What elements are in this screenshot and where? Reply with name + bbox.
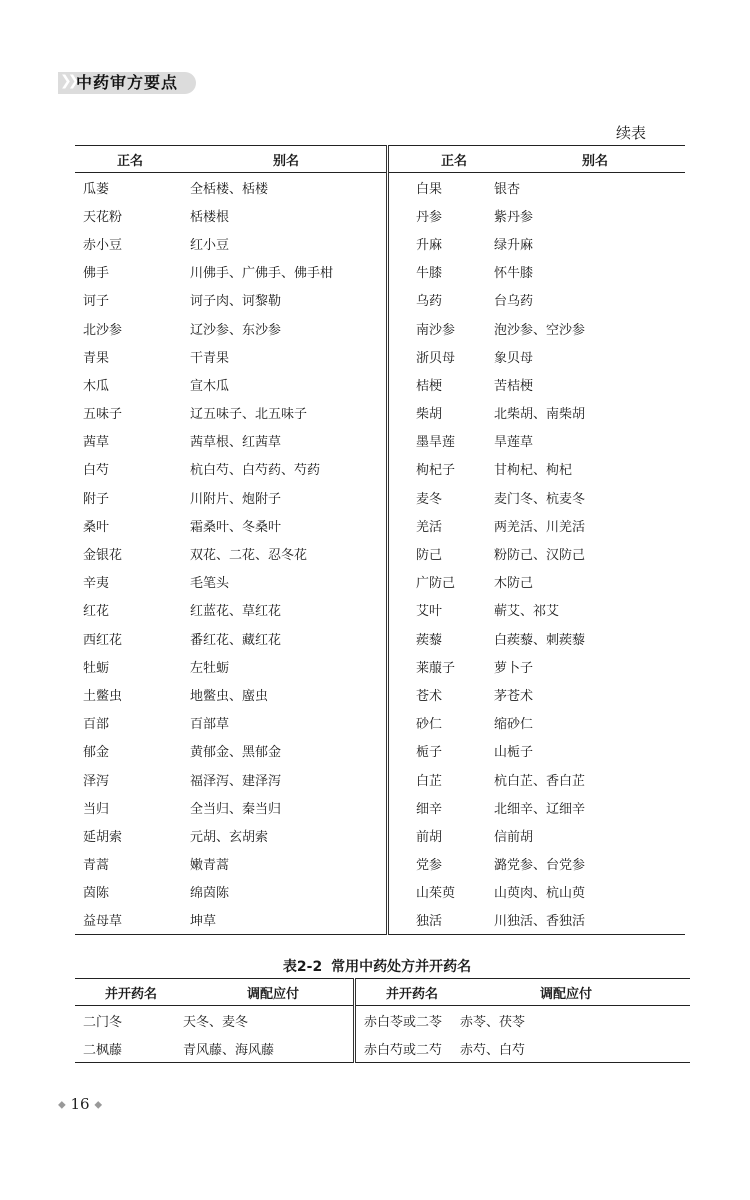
alias-cell: 川独活、香独活 [494, 914, 586, 930]
table-row [75, 314, 685, 342]
caption-number: 表2-2 [282, 959, 323, 975]
table-row [75, 850, 685, 878]
table-row [75, 821, 685, 849]
name-cell: 枸杞子 [388, 455, 495, 483]
herb-alias-table [75, 145, 685, 935]
alias-cell: 赤苓、茯苓 [460, 1014, 526, 1030]
alias-cell: 元胡、玄胡索 [190, 829, 269, 845]
alias-cell: 萝卜子 [494, 660, 534, 676]
column-header: 并开药名 [355, 979, 461, 1006]
alias-cell: 泡沙参、空沙参 [494, 322, 586, 338]
page-number-text: 16 [70, 1095, 90, 1113]
table-row [75, 737, 685, 765]
table-row [75, 906, 685, 935]
alias-cell: 麦门冬、杭麦冬 [494, 491, 586, 507]
table-row [75, 1006, 690, 1035]
alias-cell: 诃子肉、诃黎勒 [190, 294, 282, 310]
table-caption [0, 956, 750, 976]
name-cell: 白芷 [388, 765, 495, 793]
dot-icon: ◆ [94, 1099, 103, 1111]
alias-cell: 番红花、藏红花 [190, 632, 282, 648]
table-row [75, 1034, 690, 1063]
table-row [75, 201, 685, 229]
column-header: 别名 [494, 146, 685, 173]
alias-cell: 象贝母 [494, 350, 534, 366]
name-cell: 佛手 [83, 266, 110, 282]
combined-prescription-table [75, 978, 690, 1063]
page-number [58, 1095, 102, 1113]
name-cell: 前胡 [388, 821, 495, 849]
name-cell: 防己 [388, 539, 495, 567]
alias-cell: 潞党参、台党参 [494, 858, 586, 874]
name-cell: 升麻 [388, 229, 495, 257]
table-body [75, 1006, 690, 1063]
name-cell: 益母草 [83, 914, 123, 930]
name-cell: 瓜蒌 [83, 181, 110, 197]
alias-cell: 左牡蛎 [190, 660, 230, 676]
alias-cell: 双花、二花、忍冬花 [190, 548, 308, 564]
table-row [75, 624, 685, 652]
alias-cell: 甘枸杞、枸杞 [494, 463, 573, 479]
alias-cell: 北柴胡、南柴胡 [494, 407, 586, 423]
name-cell: 茵陈 [83, 886, 110, 902]
alias-cell: 粉防己、汉防己 [494, 548, 586, 564]
column-header: 调配应付 [183, 979, 355, 1006]
table-row [75, 793, 685, 821]
name-cell: 栀子 [388, 737, 495, 765]
section-header-tab [58, 72, 196, 94]
alias-cell: 紫丹参 [494, 209, 534, 225]
name-cell: 细辛 [388, 793, 495, 821]
name-cell: 苍术 [388, 680, 495, 708]
table-row [75, 399, 685, 427]
alias-cell: 苦桔梗 [494, 378, 534, 394]
table-row [75, 511, 685, 539]
table-row [75, 878, 685, 906]
table-row [75, 173, 685, 202]
table-row [75, 286, 685, 314]
name-cell: 天花粉 [83, 209, 123, 225]
name-cell: 诃子 [83, 294, 110, 310]
table-row [75, 370, 685, 398]
table-row [75, 539, 685, 567]
alias-cell: 地鳖虫、䗪虫 [190, 688, 269, 704]
alias-cell: 百部草 [190, 717, 230, 733]
table-row [75, 652, 685, 680]
name-cell: 党参 [388, 850, 495, 878]
table-row [75, 229, 685, 257]
name-cell: 白芍 [83, 463, 110, 479]
name-cell: 南沙参 [388, 314, 495, 342]
column-header: 别名 [190, 146, 388, 173]
name-cell: 牛膝 [388, 258, 495, 286]
dot-icon: ◆ [58, 1099, 66, 1111]
alias-cell: 杭白芷、香白芷 [494, 773, 586, 789]
name-cell: 墨旱莲 [388, 427, 495, 455]
name-cell: 独活 [388, 906, 495, 935]
alias-cell: 山栀子 [494, 745, 534, 761]
alias-cell: 川佛手、广佛手、佛手柑 [190, 266, 334, 282]
name-cell: 北沙参 [83, 322, 123, 338]
alias-cell: 茜草根、红茜草 [190, 435, 282, 451]
table-row [75, 483, 685, 511]
name-cell: 延胡索 [83, 829, 123, 845]
name-cell: 广防己 [388, 568, 495, 596]
alias-cell: 全栝楼、栝楼 [190, 181, 269, 197]
alias-cell: 辽沙参、东沙参 [190, 322, 282, 338]
name-cell: 莱菔子 [388, 652, 495, 680]
alias-cell: 宣木瓜 [190, 378, 230, 394]
name-cell: 羌活 [388, 511, 495, 539]
table-row [75, 455, 685, 483]
column-header: 调配应付 [460, 979, 690, 1006]
name-cell: 柴胡 [388, 399, 495, 427]
name-cell: 茜草 [83, 435, 110, 451]
name-cell: 二门冬 [83, 1014, 123, 1030]
table-row [75, 709, 685, 737]
alias-cell: 霜桑叶、冬桑叶 [190, 519, 282, 535]
name-cell: 二枫藤 [83, 1042, 123, 1058]
alias-cell: 福泽泻、建泽泻 [190, 773, 282, 789]
alias-cell: 青风藤、海风藤 [183, 1042, 275, 1058]
alias-cell: 绵茵陈 [190, 886, 230, 902]
name-cell: 艾叶 [388, 596, 495, 624]
name-cell: 麦冬 [388, 483, 495, 511]
table-body [75, 173, 685, 935]
name-cell: 青果 [83, 350, 110, 366]
alias-cell: 栝楼根 [190, 209, 230, 225]
alias-cell: 两羌活、川羌活 [494, 519, 586, 535]
alias-cell: 白蒺藜、刺蒺藜 [494, 632, 586, 648]
name-cell: 附子 [83, 491, 110, 507]
alias-cell: 红小豆 [190, 237, 230, 253]
table-row [75, 568, 685, 596]
name-cell: 泽泻 [83, 773, 110, 789]
alias-cell: 北细辛、辽细辛 [494, 801, 586, 817]
alias-cell: 信前胡 [494, 829, 534, 845]
section-title: 中药审方要点 [76, 73, 179, 92]
alias-cell: 天冬、麦冬 [183, 1014, 249, 1030]
name-cell: 山茱萸 [388, 878, 495, 906]
alias-cell: 红蓝花、草红花 [190, 604, 282, 620]
table-row [75, 765, 685, 793]
name-cell: 赤白芍或二芍 [355, 1034, 461, 1063]
alias-cell: 茅苍术 [494, 688, 534, 704]
alias-cell: 赤芍、白芍 [460, 1042, 526, 1058]
alias-cell: 黄郁金、黑郁金 [190, 745, 282, 761]
name-cell: 西红花 [83, 632, 123, 648]
alias-cell: 坤草 [190, 914, 217, 930]
alias-cell: 绿升麻 [494, 237, 534, 253]
alias-cell: 辽五味子、北五味子 [190, 407, 308, 423]
name-cell: 青蒿 [83, 858, 110, 874]
chevron-right-icon: ❯❯ [60, 73, 76, 89]
name-cell: 赤白苓或二苓 [355, 1006, 461, 1035]
alias-cell: 蕲艾、祁艾 [494, 604, 560, 620]
table-row [75, 258, 685, 286]
name-cell: 当归 [83, 801, 110, 817]
alias-cell: 全当归、秦当归 [190, 801, 282, 817]
continued-label: 续表 [615, 124, 646, 142]
alias-cell: 干青果 [190, 350, 230, 366]
table-row [75, 596, 685, 624]
name-cell: 白果 [388, 173, 495, 202]
name-cell: 丹参 [388, 201, 495, 229]
name-cell: 桔梗 [388, 370, 495, 398]
name-cell: 百部 [83, 717, 110, 733]
name-cell: 金银花 [83, 548, 123, 564]
alias-cell: 旱莲草 [494, 435, 534, 451]
name-cell: 辛夷 [83, 576, 110, 592]
alias-cell: 木防己 [494, 576, 534, 592]
table-row [75, 680, 685, 708]
name-cell: 砂仁 [388, 709, 495, 737]
column-header: 并开药名 [75, 979, 183, 1006]
table-row [75, 342, 685, 370]
name-cell: 蒺藜 [388, 624, 495, 652]
name-cell: 牡蛎 [83, 660, 110, 676]
alias-cell: 山萸肉、杭山萸 [494, 886, 586, 902]
alias-cell: 缩砂仁 [494, 717, 534, 733]
column-header: 正名 [388, 146, 495, 173]
name-cell: 木瓜 [83, 378, 110, 394]
alias-cell: 杭白芍、白芍药、芍药 [190, 463, 321, 479]
name-cell: 赤小豆 [83, 237, 123, 253]
alias-cell: 银杏 [494, 181, 521, 197]
table-header-row [75, 979, 690, 1006]
alias-cell: 怀牛膝 [494, 266, 534, 282]
name-cell: 五味子 [83, 407, 123, 423]
name-cell: 浙贝母 [388, 342, 495, 370]
alias-cell: 台乌药 [494, 294, 534, 310]
column-header: 正名 [75, 146, 190, 173]
name-cell: 乌药 [388, 286, 495, 314]
caption-title: 常用中药处方并开药名 [331, 959, 472, 975]
name-cell: 桑叶 [83, 519, 110, 535]
alias-cell: 毛笔头 [190, 576, 230, 592]
name-cell: 郁金 [83, 745, 110, 761]
alias-cell: 川附片、炮附子 [190, 491, 282, 507]
table-header-row [75, 146, 685, 173]
alias-cell: 嫩青蒿 [190, 858, 230, 874]
name-cell: 红花 [83, 604, 110, 620]
name-cell: 土鳖虫 [83, 688, 123, 704]
table-row [75, 427, 685, 455]
